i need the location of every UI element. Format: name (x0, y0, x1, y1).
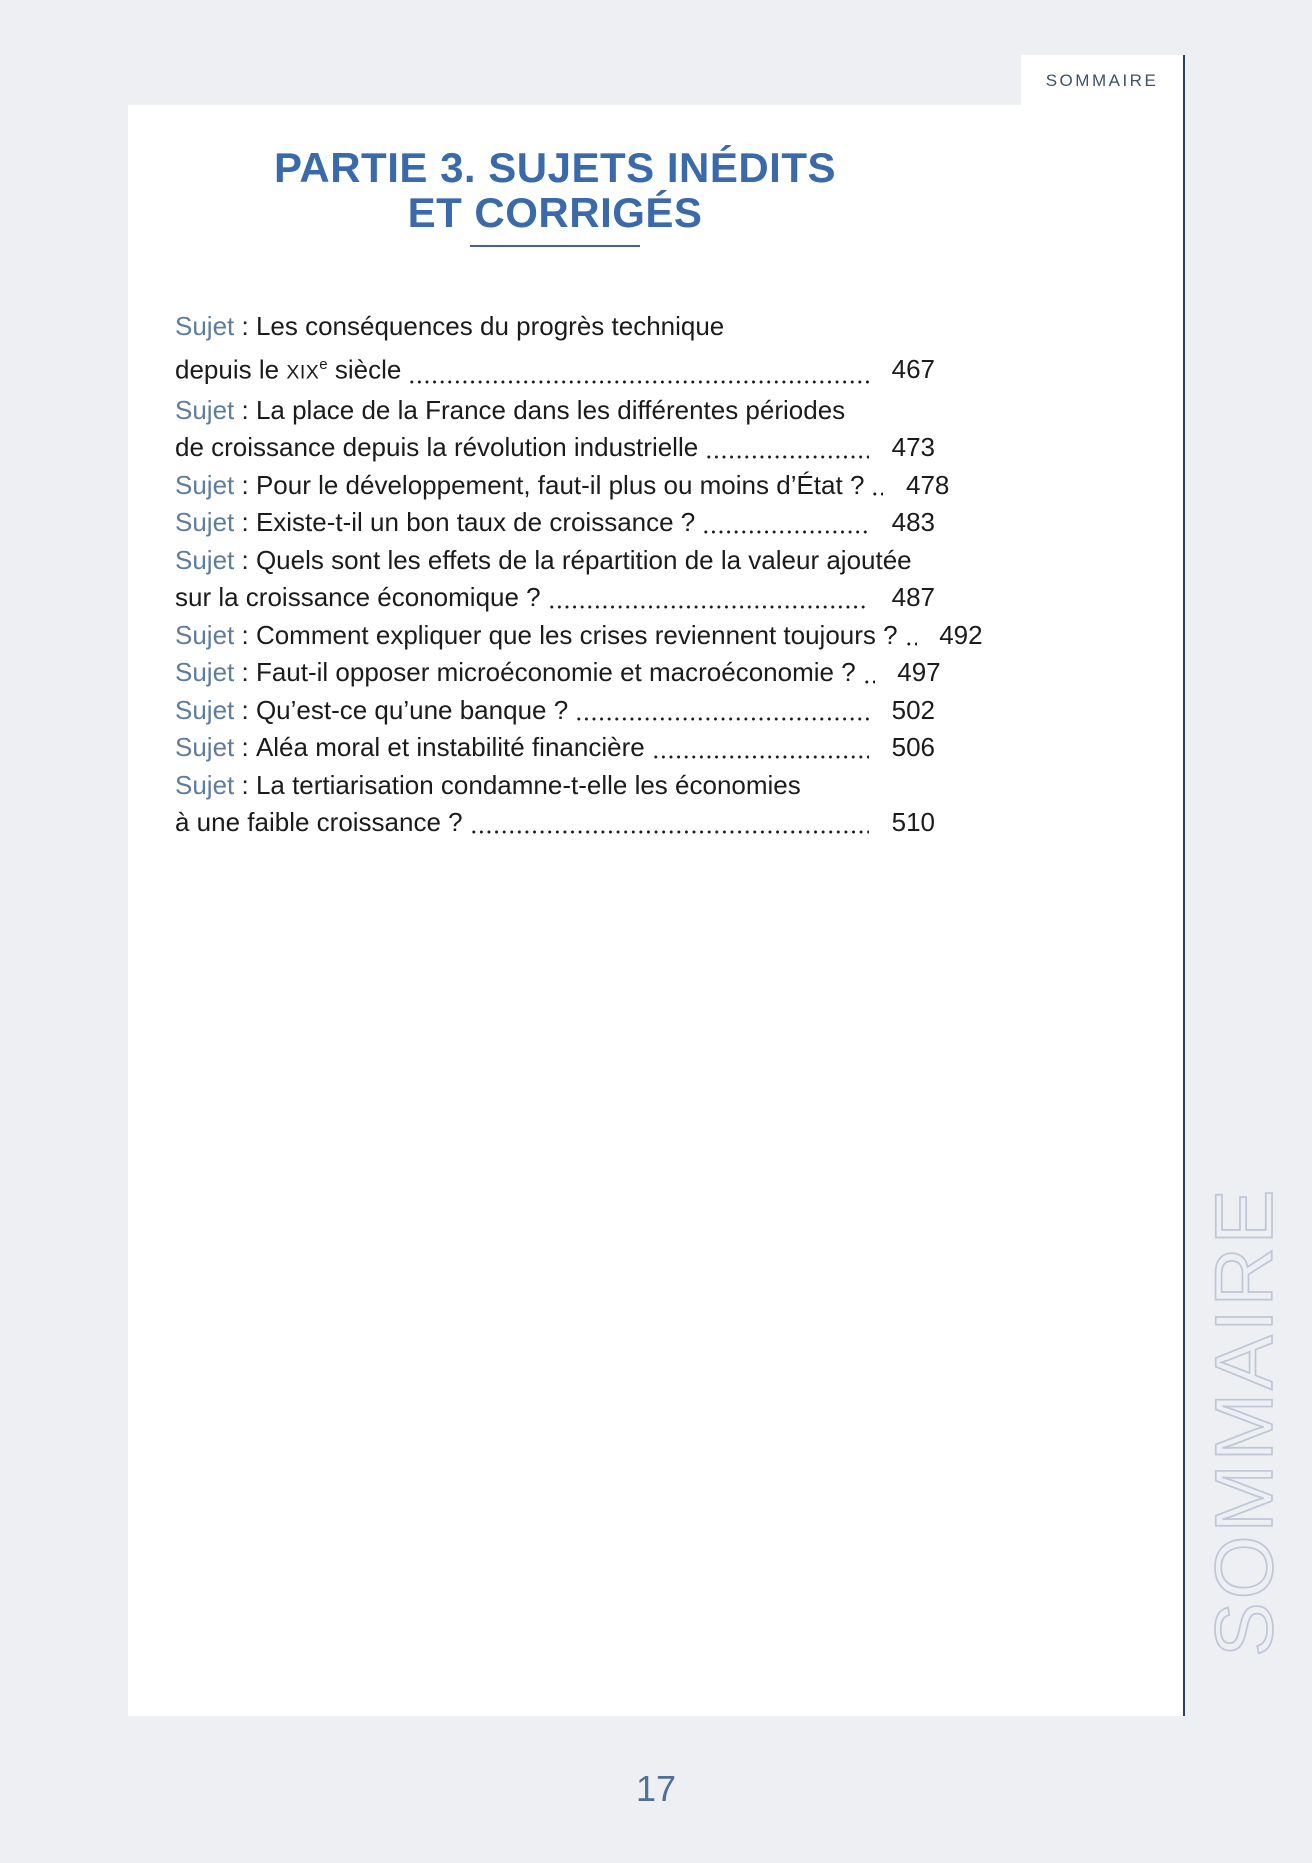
toc-page-number: 467 (891, 354, 935, 385)
toc-entry-label: Sujet (175, 507, 235, 538)
dot-leader (702, 530, 869, 534)
toc-page-number: 506 (891, 732, 935, 763)
toc-row (175, 429, 935, 467)
toc-page-number: 487 (891, 582, 935, 613)
toc-page-number: 510 (891, 807, 935, 838)
toc-entry-title: sur la croissance économique ? (175, 582, 541, 613)
toc-entry-title: Aléa moral et instabilité financière (255, 732, 645, 763)
superscript-e: e (319, 355, 328, 373)
toc-page-number: 483 (891, 507, 935, 538)
toc-entry-title: Comment expliquer que les crises reviennent toujours ? (255, 619, 898, 650)
toc-row (175, 467, 950, 505)
table-of-contents (175, 308, 983, 842)
page-number-footer: 17 (635, 1768, 677, 1809)
dot-leader (705, 455, 869, 459)
toc-entry-separator: : (234, 657, 256, 688)
toc-row (175, 542, 935, 580)
small-caps-roman-numeral: XIX (286, 361, 320, 384)
toc-entry-title: depuis le XIXe siècle (175, 354, 402, 385)
toc-row (175, 579, 935, 617)
toc-entry-title: Qu’est-ce qu’une banque ? (255, 694, 569, 725)
toc-entry-separator: : (234, 769, 256, 800)
toc-entry-label: Sujet (175, 769, 235, 800)
toc-entry-title: à une faible croissance ? (175, 807, 463, 838)
toc-page-number: 473 (891, 432, 935, 463)
toc-row (175, 804, 935, 842)
toc-entry-title: Existe-t-il un bon taux de croissance ? (255, 507, 696, 538)
page-title-line1: PARTIE 3. SUJETS INÉDITS (274, 144, 836, 191)
page-content (128, 105, 1183, 842)
toc-entry-title: Faut-il opposer microéconomie et macroéconomie ? (255, 657, 856, 688)
dot-leader (863, 680, 875, 684)
toc-page-number: 478 (906, 469, 950, 500)
dot-leader (871, 492, 883, 496)
sommaire-header-label: SOMMAIRE (1045, 71, 1159, 90)
toc-entry-label: Sujet (175, 469, 235, 500)
dot-leader (575, 717, 869, 721)
toc-page-number: 502 (891, 694, 935, 725)
toc-entry-separator: : (234, 507, 256, 538)
toc-page-number: 492 (939, 619, 983, 650)
toc-entry-separator: : (234, 311, 256, 341)
dot-leader (470, 830, 869, 834)
vertical-divider (1183, 55, 1185, 1716)
toc-row (175, 392, 935, 430)
toc-entry-title: La place de la France dans les différentes périodes (255, 394, 846, 425)
toc-page-number: 497 (897, 657, 941, 688)
toc-entry-separator: : (234, 732, 256, 763)
toc-entry-title: Quels sont les effets de la répartition de la valeur ajoutée (255, 544, 912, 575)
toc-entry-label: Sujet (175, 394, 235, 425)
toc-row (175, 692, 935, 730)
toc-entry-separator: : (234, 394, 256, 425)
toc-row (175, 346, 935, 392)
dot-leader (652, 755, 869, 759)
toc-row (175, 617, 983, 655)
toc-row (175, 308, 935, 346)
toc-entry-label: Sujet (175, 732, 235, 763)
toc-entry-separator: : (234, 469, 256, 500)
page-title (175, 145, 935, 235)
side-sommaire-label: SOMMAIRE (1199, 1186, 1290, 1657)
document-page (128, 105, 1183, 1716)
dot-leader (408, 380, 869, 384)
title-underline (470, 245, 640, 247)
toc-entry-title: Pour le développement, faut-il plus ou moins d’État ? (255, 469, 865, 500)
dot-leader (905, 642, 917, 646)
toc-row (175, 504, 935, 542)
dot-leader (548, 605, 869, 609)
toc-row (175, 729, 935, 767)
toc-row (175, 767, 935, 805)
sommaire-header-tab (1021, 55, 1183, 107)
toc-entry-label: Sujet (175, 694, 235, 725)
toc-entry-title: Les conséquences du progrès technique (255, 311, 725, 341)
toc-entry-label: Sujet (175, 657, 235, 688)
toc-entry-label: Sujet (175, 619, 235, 650)
toc-entry-label: Sujet (175, 544, 235, 575)
page-title-line2: ET CORRIGÉS (407, 189, 703, 236)
toc-entry-title: de croissance depuis la révolution industrielle (175, 432, 699, 463)
toc-entry-separator: : (234, 544, 256, 575)
toc-entry-title: La tertiarisation condamne-t-elle les économies (255, 769, 801, 800)
toc-entry-separator: : (234, 619, 256, 650)
toc-entry-separator: : (234, 694, 256, 725)
toc-entry-label: Sujet (175, 311, 235, 341)
toc-row (175, 654, 941, 692)
